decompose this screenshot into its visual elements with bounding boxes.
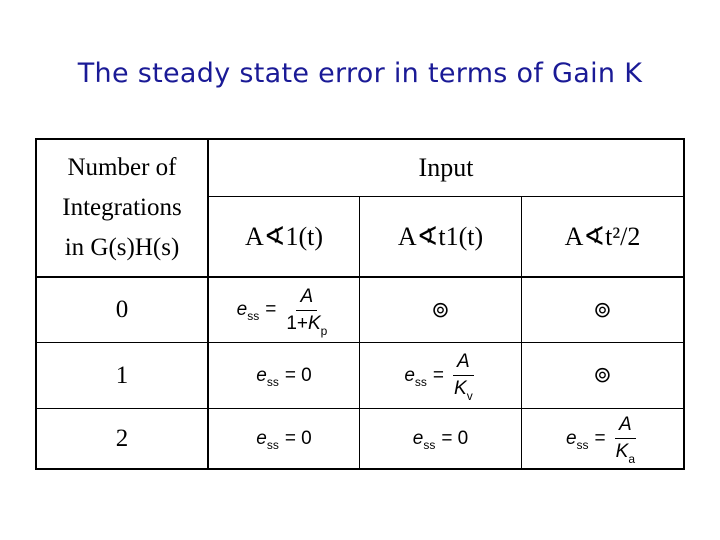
ess-subscript: ss: [266, 437, 279, 452]
row-2-integrations: 2: [115, 424, 129, 452]
gain-subscript: p: [320, 323, 328, 338]
step-error-fraction: [282, 285, 331, 338]
header-step-input: A∢1(t): [244, 221, 324, 251]
equals-sign: =: [265, 299, 277, 320]
parabolic-error-fraction: [612, 414, 639, 466]
gain-subscript: a: [628, 452, 636, 466]
header-parabolic-input: A∢t²/2: [564, 221, 641, 251]
header-input: Input: [418, 153, 474, 182]
ramp-error-fraction: [450, 351, 477, 403]
equals-zero: = 0: [284, 364, 312, 386]
fraction-denominator: [282, 311, 331, 338]
fraction-numerator: A: [296, 286, 317, 311]
gain-symbol: K: [615, 441, 629, 462]
header-integrations-line1: Number of: [67, 154, 177, 181]
ess-symbol: e: [404, 364, 415, 386]
ess-subscript: ss: [423, 437, 436, 452]
row-2-ramp-error: [360, 409, 521, 468]
table-border-bottom: [35, 468, 685, 470]
fraction-denominator: [612, 439, 639, 466]
row-2-step-error: [209, 409, 359, 468]
header-ramp-input: A∢t1(t): [397, 221, 484, 251]
ess-subscript: ss: [414, 374, 427, 389]
row-2-parabolic-error: [522, 409, 683, 468]
row-1-ramp-error: [360, 343, 521, 408]
row-0-step-error: [209, 278, 359, 342]
denominator-prefix: 1+: [286, 312, 308, 334]
gain-subscript: v: [466, 389, 473, 403]
ess-subscript: ss: [247, 309, 260, 323]
equals-sign: =: [432, 364, 444, 386]
row-1-step-error: [209, 343, 359, 408]
header-integrations-line2: Integrations: [62, 194, 182, 221]
ess-subscript: ss: [576, 437, 589, 452]
ess-symbol: e: [412, 427, 424, 449]
page-title: The steady state error in terms of Gain K: [77, 58, 643, 89]
table-border-right: [683, 138, 685, 470]
row-1-parabolic-infinity: ⊚: [593, 363, 612, 388]
header-integrations-line3: in G(s)H(s): [64, 234, 180, 261]
ess-symbol: e: [565, 427, 577, 449]
row-1-integrations: 1: [115, 361, 129, 389]
ess-symbol: e: [256, 427, 267, 449]
ess-symbol: e: [256, 364, 267, 386]
equals-zero: = 0: [441, 427, 469, 449]
row-0-integrations: 0: [115, 296, 129, 323]
fraction-numerator: A: [453, 351, 474, 376]
ess-symbol: e: [236, 299, 248, 320]
equals-sign: =: [594, 427, 606, 449]
gain-symbol: K: [454, 378, 467, 399]
fraction-denominator: [450, 376, 477, 403]
ess-subscript: ss: [266, 374, 279, 389]
header-integrations: [37, 140, 207, 276]
equals-zero: = 0: [284, 427, 312, 449]
gain-symbol: K: [307, 312, 321, 334]
fraction-numerator: A: [615, 414, 636, 439]
row-0-ramp-infinity: ⊚: [431, 297, 450, 323]
row-0-parabolic-infinity: ⊚: [593, 297, 612, 323]
